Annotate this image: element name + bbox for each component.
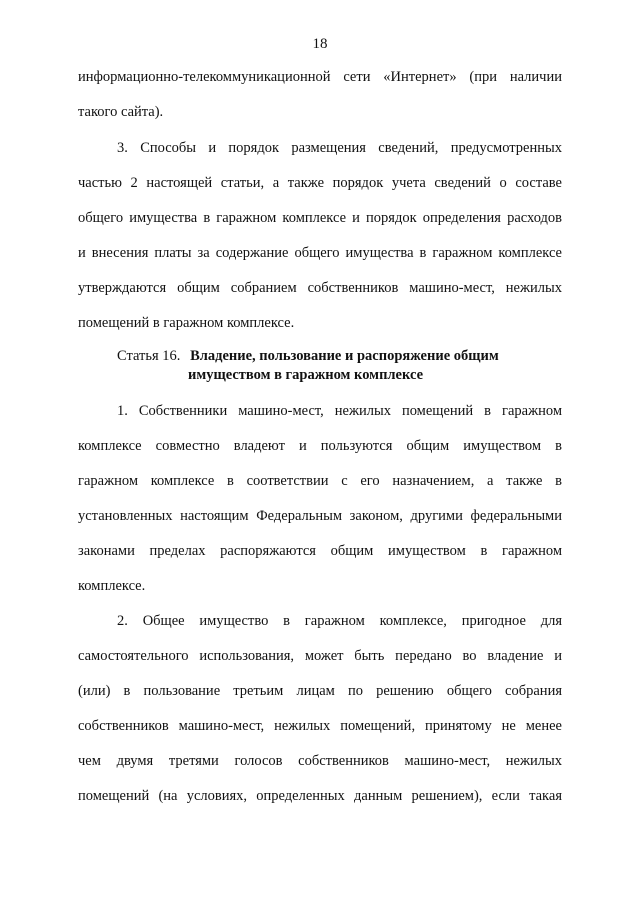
article-label: Статья 16. xyxy=(117,348,181,364)
text-line: установленных настоящим Федеральным законом, другими федеральными xyxy=(78,508,562,524)
text-line: 2. Общее имущество в гаражном комплексе, пригодное для xyxy=(117,613,562,629)
article-heading-line2 xyxy=(188,366,423,384)
text-line: законами пределах распоряжаются общим имуществом в гаражном xyxy=(78,543,562,559)
text-line: такого сайта). xyxy=(78,104,164,120)
text-line: (или) в пользование третьим лицам по решению общего собрания xyxy=(78,683,562,699)
text-line: 3. Способы и порядок размещения сведений, предусмотренных xyxy=(117,140,562,156)
text-line: информационно-телекоммуникационной сети «Интернет» (при наличии xyxy=(78,69,562,85)
article-title-line2: имуществом в гаражном комплексе xyxy=(188,367,424,383)
text-line: и внесения платы за содержание общего имущества в гаражном комплексе xyxy=(78,245,562,261)
text-line: комплексе совместно владеют и пользуются общим имуществом в xyxy=(78,438,562,454)
text-line: чем двумя третями голосов собственников машино-мест, нежилых xyxy=(78,753,562,769)
text-line: комплексе. xyxy=(78,578,146,594)
article-title-line1: Владение, пользование и распоряжение общим xyxy=(190,348,499,364)
text-line: гаражном комплексе в соответствии с его назначением, а также в xyxy=(78,473,562,489)
page-number: 18 xyxy=(312,36,328,52)
text-line: самостоятельного использования, может быть передано во владение и xyxy=(78,648,562,664)
text-line: собственников машино-мест, нежилых помещений, принятому не менее xyxy=(78,718,562,734)
text-line: общего имущества в гаражном комплексе и порядок определения расходов xyxy=(78,210,562,226)
text-line: помещений (на условиях, определенных данным решением), если такая xyxy=(78,788,562,804)
text-line: 1. Собственники машино-мест, нежилых помещений в гаражном xyxy=(117,403,562,419)
text-line: помещений в гаражном комплексе. xyxy=(78,315,295,331)
text-line: утверждаются общим собранием собственников машино-мест, нежилых xyxy=(78,280,562,296)
text-line: частью 2 настоящей статьи, а также порядок учета сведений о составе xyxy=(78,175,562,191)
article-heading xyxy=(117,347,499,365)
